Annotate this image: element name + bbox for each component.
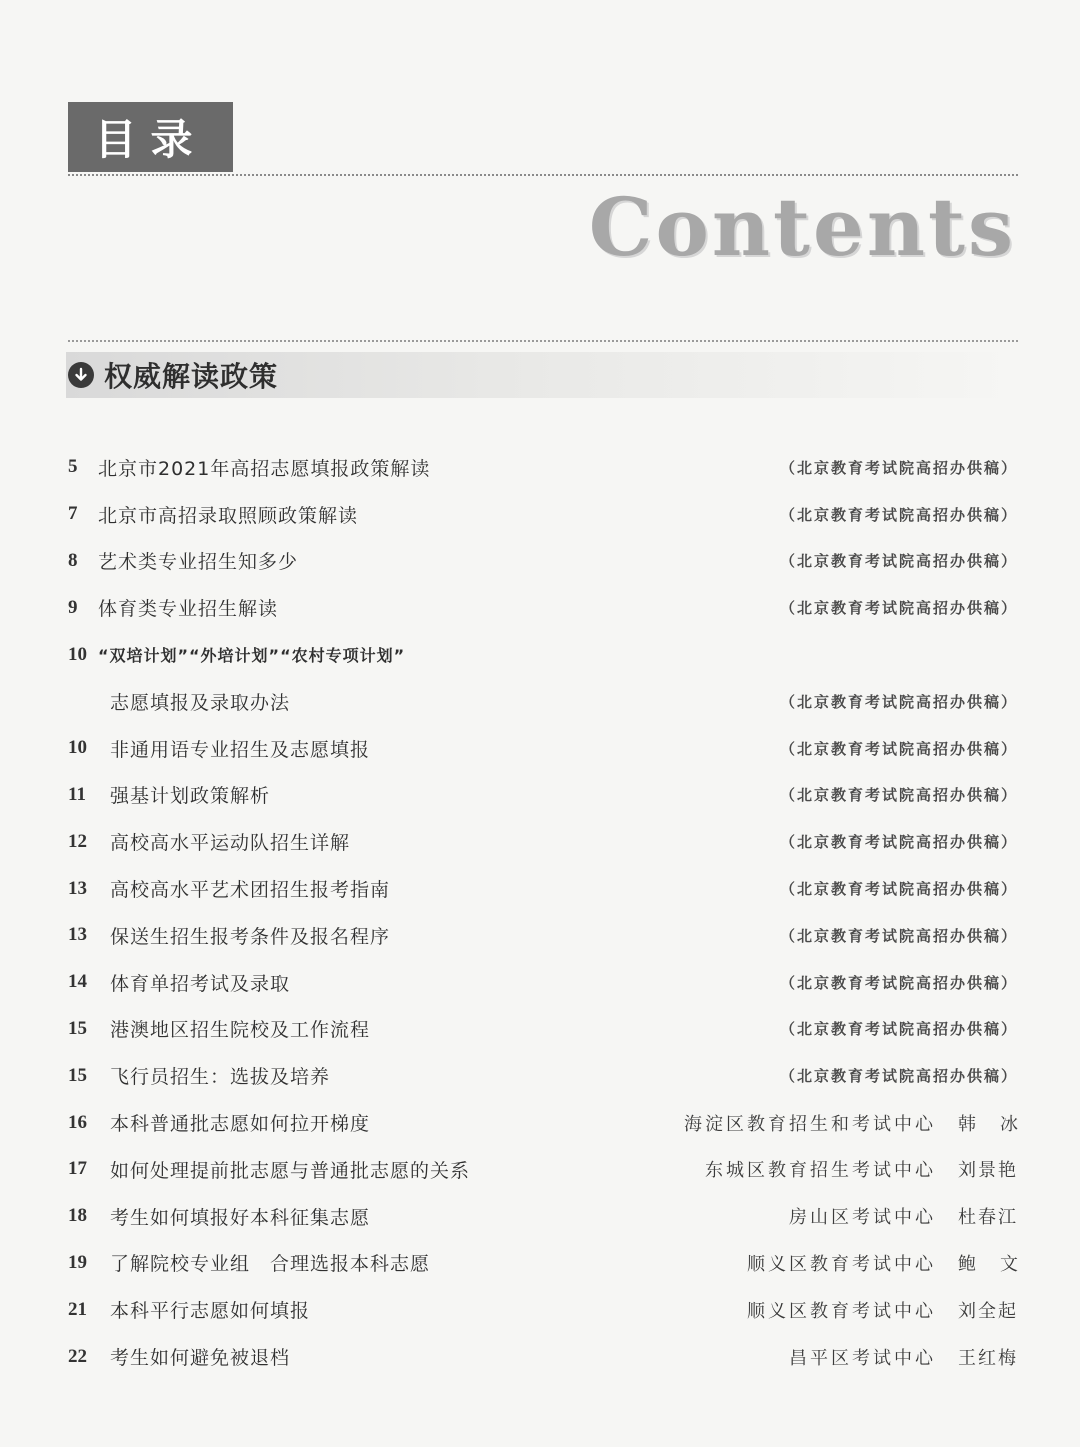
entry-title: 非通用语专业招生及志愿填报 — [110, 738, 371, 761]
toc-entry[interactable] — [68, 1006, 1018, 1053]
entry-title: 本科普通批志愿如何拉开梯度 — [110, 1113, 371, 1136]
entry-source: （北京教育考试院高招办供稿） — [779, 739, 1018, 758]
toc-entry[interactable] — [68, 538, 1018, 585]
page-number: 18 — [68, 1205, 87, 1227]
entry-title: 考生如何避免被退档 — [110, 1347, 291, 1370]
contents-heading: Contents — [588, 180, 1016, 274]
toc-entry[interactable] — [68, 865, 1018, 912]
entry-source: （北京教育考试院高招办供稿） — [779, 1020, 1018, 1039]
toc-list — [68, 444, 1042, 1380]
section-header — [66, 352, 1018, 398]
entry-title: “双培计划”“外培计划”“农村专项计划” — [98, 646, 406, 666]
entry-source: （北京教育考试院高招办供稿） — [779, 926, 1018, 945]
title-divider — [68, 174, 1018, 176]
toc-entry[interactable] — [68, 444, 1018, 491]
page-number: 15 — [68, 1017, 87, 1039]
entry-organization: 顺义区教育考试中心 — [747, 1253, 936, 1275]
toc-entry[interactable] — [68, 1193, 1018, 1240]
section-divider — [68, 340, 1018, 342]
toc-entry[interactable] — [68, 818, 1018, 865]
entry-title: 如何处理提前批志愿与普通批志愿的关系 — [110, 1159, 471, 1182]
entry-organization: 顺义区教育考试中心 — [747, 1300, 936, 1322]
toc-title-box — [68, 102, 233, 172]
entry-source: （北京教育考试院高招办供稿） — [779, 833, 1018, 852]
entry-title: 强基计划政策解析 — [110, 785, 271, 808]
entry-title: 高校高水平运动队招生详解 — [110, 832, 351, 855]
entry-author: 鲍文 — [958, 1253, 1042, 1275]
entry-title: 体育类专业招生解读 — [98, 598, 279, 621]
entry-author: 刘景艳 — [958, 1160, 1018, 1182]
page-number: 10 — [68, 643, 87, 665]
page-number: 15 — [68, 1064, 87, 1086]
entry-title: 北京市2021年高招志愿填报政策解读 — [98, 457, 431, 480]
page-number: 11 — [68, 783, 86, 805]
entry-source: （北京教育考试院高招办供稿） — [779, 1067, 1018, 1086]
toc-entry[interactable] — [68, 725, 1018, 772]
page-number: 7 — [68, 503, 78, 525]
page-number: 12 — [68, 830, 87, 852]
page-number: 22 — [68, 1345, 87, 1367]
page-number: 16 — [68, 1111, 87, 1133]
entry-organization: 东城区教育招生考试中心 — [705, 1160, 936, 1182]
entry-author: 王红梅 — [958, 1347, 1018, 1369]
entry-title: 飞行员招生：选拔及培养 — [110, 1066, 331, 1089]
down-arrow-circle-icon — [68, 362, 94, 388]
page-number: 13 — [68, 877, 87, 899]
page-number: 13 — [68, 924, 87, 946]
page-number: 9 — [68, 596, 78, 618]
entry-title: 了解院校专业组 合理选报本科志愿 — [110, 1253, 431, 1276]
entry-title: 港澳地区招生院校及工作流程 — [110, 1019, 371, 1042]
page-number: 10 — [68, 737, 87, 759]
entry-source: （北京教育考试院高招办供稿） — [779, 786, 1018, 805]
toc-entry[interactable] — [68, 1146, 1018, 1193]
page-number: 14 — [68, 971, 87, 993]
entry-title: 本科平行志愿如何填报 — [110, 1300, 311, 1323]
section-title: 权威解读政策 — [104, 360, 279, 393]
page-number: 19 — [68, 1251, 87, 1273]
entry-organization: 海淀区教育招生和考试中心 — [684, 1113, 936, 1135]
entry-source: （北京教育考试院高招办供稿） — [779, 599, 1018, 618]
entry-source: （北京教育考试院高招办供稿） — [779, 458, 1018, 477]
toc-entry[interactable] — [68, 1052, 1018, 1099]
entry-title: 艺术类专业招生知多少 — [98, 551, 299, 574]
toc-entry[interactable] — [68, 959, 1018, 1006]
entry-source: （北京教育考试院高招办供稿） — [779, 505, 1018, 524]
toc-entry[interactable] — [68, 912, 1018, 959]
page-number: 5 — [68, 456, 78, 478]
entry-source: （北京教育考试院高招办供稿） — [779, 692, 1018, 711]
entry-title: 考生如何填报好本科征集志愿 — [110, 1206, 371, 1229]
entry-title: 志愿填报及录取办法 — [110, 691, 291, 714]
entry-author: 杜春江 — [958, 1207, 1018, 1229]
toc-entry[interactable] — [68, 1286, 1018, 1333]
entry-title: 高校高水平艺术团招生报考指南 — [110, 879, 391, 902]
toc-entry-continuation[interactable] — [68, 678, 1018, 725]
entry-title: 北京市高招录取照顾政策解读 — [98, 504, 359, 527]
entry-title: 保送生招生报考条件及报名程序 — [110, 925, 391, 948]
page-number: 21 — [68, 1298, 87, 1320]
entry-author: 韩冰 — [958, 1113, 1042, 1135]
entry-organization: 房山区考试中心 — [789, 1207, 936, 1229]
toc-entry[interactable] — [68, 1333, 1018, 1380]
toc-entry[interactable] — [68, 584, 1018, 631]
entry-organization: 昌平区考试中心 — [789, 1347, 936, 1369]
entry-author: 刘全起 — [958, 1300, 1018, 1322]
page-number: 8 — [68, 549, 78, 571]
toc-entry[interactable] — [68, 631, 1018, 678]
entry-source: （北京教育考试院高招办供稿） — [779, 973, 1018, 992]
entry-title: 体育单招考试及录取 — [110, 972, 291, 995]
entry-source: （北京教育考试院高招办供稿） — [779, 880, 1018, 899]
toc-entry[interactable] — [68, 1240, 1042, 1287]
toc-entry[interactable] — [68, 1099, 1042, 1146]
page-number: 17 — [68, 1158, 87, 1180]
toc-entry[interactable] — [68, 772, 1018, 819]
entry-source: （北京教育考试院高招办供稿） — [779, 552, 1018, 571]
toc-title: 目录 — [94, 115, 207, 164]
toc-entry[interactable] — [68, 491, 1018, 538]
